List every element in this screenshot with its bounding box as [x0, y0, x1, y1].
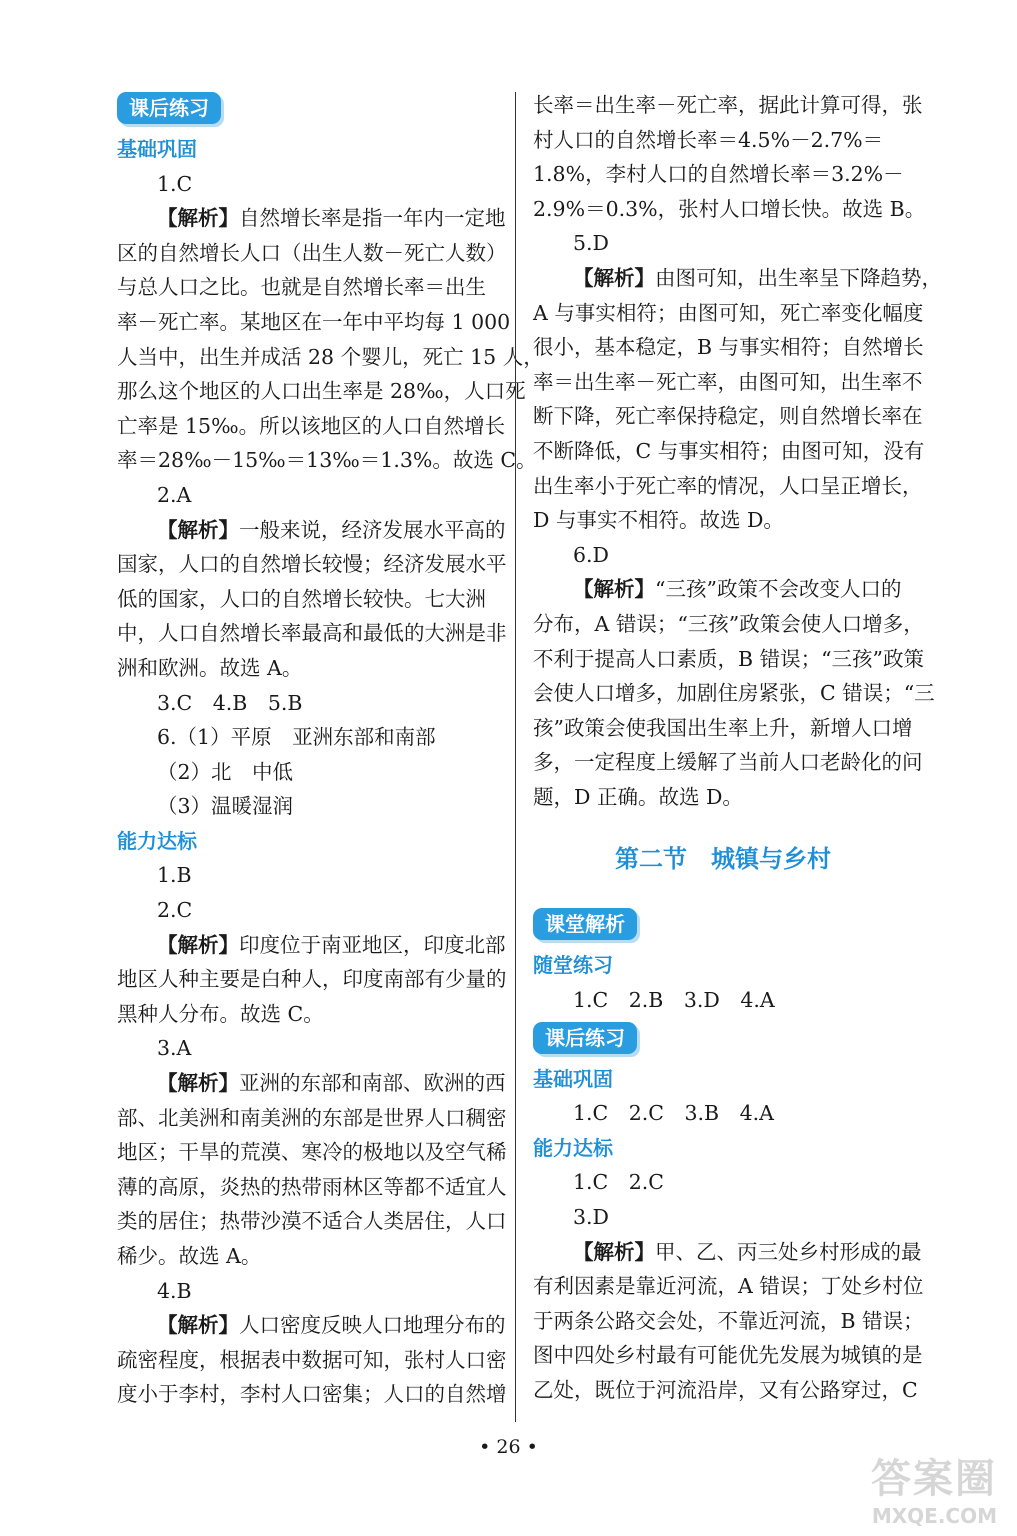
left-column	[117, 88, 544, 1412]
analysis-text: 黑种人分布。故选 C。	[117, 1001, 324, 1026]
analysis-text: 人当中，出生并成活 28 个婴儿，死亡 15 人，	[117, 344, 544, 369]
ability-answers-2: 1.C 2.C	[573, 1170, 664, 1195]
analysis-text: 稀少。故选 A。	[117, 1244, 262, 1268]
analysis-4-continued	[533, 88, 926, 226]
analysis-line	[533, 365, 923, 400]
right-column	[533, 88, 942, 1408]
analysis-line	[117, 547, 507, 582]
ability-answer-3: 3.A	[157, 1036, 192, 1061]
answer-6-3: （3）温暖湿润	[157, 794, 294, 819]
analysis-text: 那么这个地区的人口出生率是 28‰，人口死	[117, 379, 526, 404]
analysis-line	[117, 616, 507, 651]
basic-answers-2: 1.C 2.C 3.B 4.A	[573, 1101, 774, 1126]
analysis-line	[533, 261, 942, 296]
answer-3-5: 3.C 4.B 5.B	[157, 690, 303, 715]
analysis-line	[117, 1170, 507, 1205]
follow-practice-heading: 随堂练习	[533, 953, 613, 978]
ability-analysis-3	[117, 1066, 507, 1274]
analysis-label: 【解析】	[573, 1239, 655, 1264]
analysis-line	[533, 1269, 924, 1304]
ability-analysis-6	[533, 572, 935, 814]
analysis-text: 薄的高原，炎热的热带雨林区等都不适宜人	[117, 1174, 507, 1199]
ability-heading-2: 能力达标	[533, 1135, 613, 1160]
analysis-text: 会使人口增多，加剧住房紧张，C 错误；“三	[533, 681, 935, 706]
analysis-text: 与总人口之比。也就是自然增长率＝出生	[117, 275, 486, 300]
analysis-line	[117, 1135, 507, 1170]
page-number: • 26 •	[479, 1436, 538, 1458]
ability-answer-3-2: 3.D	[573, 1205, 609, 1230]
analysis-text: 率＝28‰－15‰＝13‰＝1.3%。故选 C。	[117, 448, 537, 473]
analysis-line	[117, 1204, 507, 1239]
analysis-text: 分布，A 错误；“三孩”政策会使人口增多，	[533, 611, 924, 636]
analysis-text: 乙处，既位于河流沿岸，又有公路穿过，C	[533, 1378, 918, 1402]
analysis-text: 多，一定程度上缓解了当前人口老龄化的问	[533, 750, 923, 775]
analysis-line	[117, 1308, 506, 1343]
analysis-text: 区的自然增长人口（出生人数－死亡人数）	[117, 240, 507, 265]
analysis-line	[533, 1235, 922, 1270]
analysis-line	[117, 340, 544, 375]
basic-heading-2: 基础巩固	[533, 1066, 613, 1091]
analysis-text: 亚洲的东部和南部、欧洲的西	[239, 1071, 506, 1096]
ability-answer-2: 2.C	[157, 898, 193, 923]
in-class-tag: 课堂解析	[533, 908, 637, 940]
analysis-line	[533, 711, 913, 746]
analysis-text: 甲、乙、丙三处乡村形成的最	[655, 1239, 922, 1264]
analysis-line	[117, 1066, 506, 1101]
analysis-line	[117, 443, 537, 478]
analysis-label: 【解析】	[157, 1313, 239, 1338]
analysis-text: “三孩”政策不会改变人口的	[655, 577, 902, 602]
answer-6-1: 6.（1）平原 亚洲东部和南部	[157, 725, 436, 750]
analysis-text: 国家，人口的自然增长较慢；经济发展水平	[117, 552, 507, 577]
analysis-line	[533, 642, 925, 677]
analysis-text: 洲和欧洲。故选 A。	[117, 655, 303, 680]
analysis-line	[533, 399, 923, 434]
analysis-line	[117, 1101, 507, 1136]
analysis-text: 低的国家，人口的自然增长较快。七大洲	[117, 586, 486, 611]
ability-analysis-4	[117, 1308, 507, 1412]
analysis-line	[117, 962, 507, 997]
analysis-line	[117, 236, 507, 271]
analysis-line	[117, 928, 506, 963]
analysis-text: 部、北美洲和南美洲的东部是世界人口稠密	[117, 1105, 507, 1130]
analysis-line	[533, 607, 924, 642]
follow-practice-answers: 1.C 2.B 3.D 4.A	[573, 988, 775, 1013]
ability-answer-4: 4.B	[157, 1278, 192, 1303]
column-divider	[515, 92, 516, 1422]
analysis-text: 不利于提高人口素质，B 错误；“三孩”政策	[533, 646, 925, 671]
analysis-line	[117, 409, 506, 444]
ability-heading: 能力达标	[117, 828, 197, 853]
analysis-label: 【解析】	[573, 577, 655, 602]
watermark	[871, 1447, 997, 1528]
analysis-line	[533, 1338, 923, 1373]
analysis-label: 【解析】	[157, 206, 239, 231]
analysis-line	[117, 374, 526, 409]
analysis-text: 孩”政策会使我国出生率上升，新增人口增	[533, 715, 913, 740]
after-class-tag: 课后练习	[117, 92, 221, 124]
watermark-url: MXQE.COM	[871, 1504, 997, 1528]
analysis-label: 【解析】	[157, 932, 239, 957]
analysis-text: 印度位于南亚地区，印度北部	[239, 932, 506, 957]
answer-1: 1.C	[157, 171, 193, 196]
analysis-2	[117, 513, 507, 686]
analysis-text: 疏密程度，根据表中数据可知，张村人口密	[117, 1347, 507, 1372]
analysis-label: 【解析】	[573, 265, 655, 290]
analysis-line	[533, 330, 924, 365]
analysis-line	[117, 1343, 507, 1378]
analysis-line	[117, 1239, 499, 1274]
analysis-line	[533, 676, 935, 711]
after-class-tag-2: 课后练习	[533, 1022, 637, 1054]
analysis-text: 自然增长率是指一年内一定地	[239, 206, 506, 231]
analysis-line	[533, 745, 923, 780]
analysis-text: 率＝出生率－死亡率，由图可知，出生率不	[533, 369, 923, 394]
ability-analysis-3-2	[533, 1235, 924, 1408]
text-line: 村人口的自然增长率＝4.5%－2.7%＝	[533, 127, 884, 152]
ability-answer-6: 6.D	[573, 542, 609, 567]
ability-answer-1: 1.B	[157, 863, 192, 888]
analysis-line	[117, 651, 499, 686]
analysis-text: 于两条公路交会处，不靠近河流，B 错误；	[533, 1308, 924, 1333]
answer-6-2: （2）北 中低	[157, 759, 294, 784]
analysis-text: 由图可知，出生率呈下降趋势，	[655, 265, 942, 290]
analysis-text: 人口密度反映人口地理分布的	[239, 1313, 506, 1338]
analysis-line	[117, 305, 511, 340]
ability-analysis-5	[533, 261, 942, 538]
section-title: 第二节 城镇与乡村	[615, 845, 831, 874]
text-line: 2.9%＝0.3%，张村人口增长快。故选 B。	[533, 196, 926, 221]
analysis-line	[533, 469, 923, 504]
analysis-text: 断下降，死亡率保持稳定，则自然增长率在	[533, 404, 923, 429]
ability-analysis-2	[117, 928, 507, 1032]
analysis-text: 类的居住；热带沙漠不适合人类居住，人口	[117, 1209, 507, 1234]
analysis-text: 地区人种主要是白种人，印度南部有少量的	[117, 967, 507, 992]
analysis-line	[117, 513, 506, 548]
analysis-line	[117, 1377, 507, 1412]
analysis-text: 图中四处乡村最有可能优先发展为城镇的是	[533, 1343, 923, 1368]
ability-answer-5: 5.D	[573, 231, 609, 256]
analysis-line	[117, 582, 499, 617]
analysis-text: 出生率小于死亡率的情况，人口呈正增长，	[533, 473, 923, 498]
analysis-line	[117, 270, 499, 305]
watermark-logo-text: 答案圈	[871, 1456, 997, 1502]
analysis-label: 【解析】	[157, 1071, 239, 1096]
analysis-line	[533, 1304, 924, 1339]
analysis-text: 很小，基本稳定，B 与事实相符；自然增长	[533, 335, 924, 360]
text-line: 长率＝出生率－死亡率，据此计算可得，张	[533, 93, 923, 117]
analysis-line	[533, 296, 924, 331]
analysis-line	[533, 572, 913, 607]
analysis-1	[117, 201, 544, 478]
analysis-line	[533, 1373, 918, 1408]
analysis-text: 率－死亡率。某地区在一年中平均每 1 000	[117, 309, 511, 334]
analysis-text: 题，D 正确。故选 D。	[533, 784, 743, 809]
answer-2: 2.A	[157, 482, 192, 507]
basic-heading: 基础巩固	[117, 137, 197, 161]
analysis-text: 亡率是 15‰。所以该地区的人口自然增长	[117, 413, 506, 438]
analysis-line	[533, 503, 913, 538]
text-line: 1.8%，李村人口的自然增长率＝3.2%－	[533, 162, 904, 187]
analysis-line	[117, 997, 499, 1032]
analysis-text: D 与事实不相符。故选 D。	[533, 508, 784, 533]
analysis-text: 不断降低，C 与事实相符；由图可知，没有	[533, 438, 925, 463]
analysis-text: 度小于李村，李村人口密集；人口的自然增	[117, 1382, 507, 1407]
analysis-text: 一般来说，经济发展水平高的	[239, 517, 506, 542]
analysis-text: 地区；干旱的荒漠、寒冷的极地以及空气稀	[117, 1140, 507, 1165]
analysis-text: 中，人口自然增长率最高和最低的大洲是非	[117, 621, 507, 646]
analysis-label: 【解析】	[157, 517, 239, 542]
analysis-line	[533, 780, 913, 815]
analysis-text: 有利因素是靠近河流，A 错误；丁处乡村位	[533, 1274, 924, 1299]
analysis-line	[117, 201, 506, 236]
analysis-line	[533, 434, 925, 469]
analysis-text: A 与事实相符；由图可知，死亡率变化幅度	[533, 300, 924, 325]
